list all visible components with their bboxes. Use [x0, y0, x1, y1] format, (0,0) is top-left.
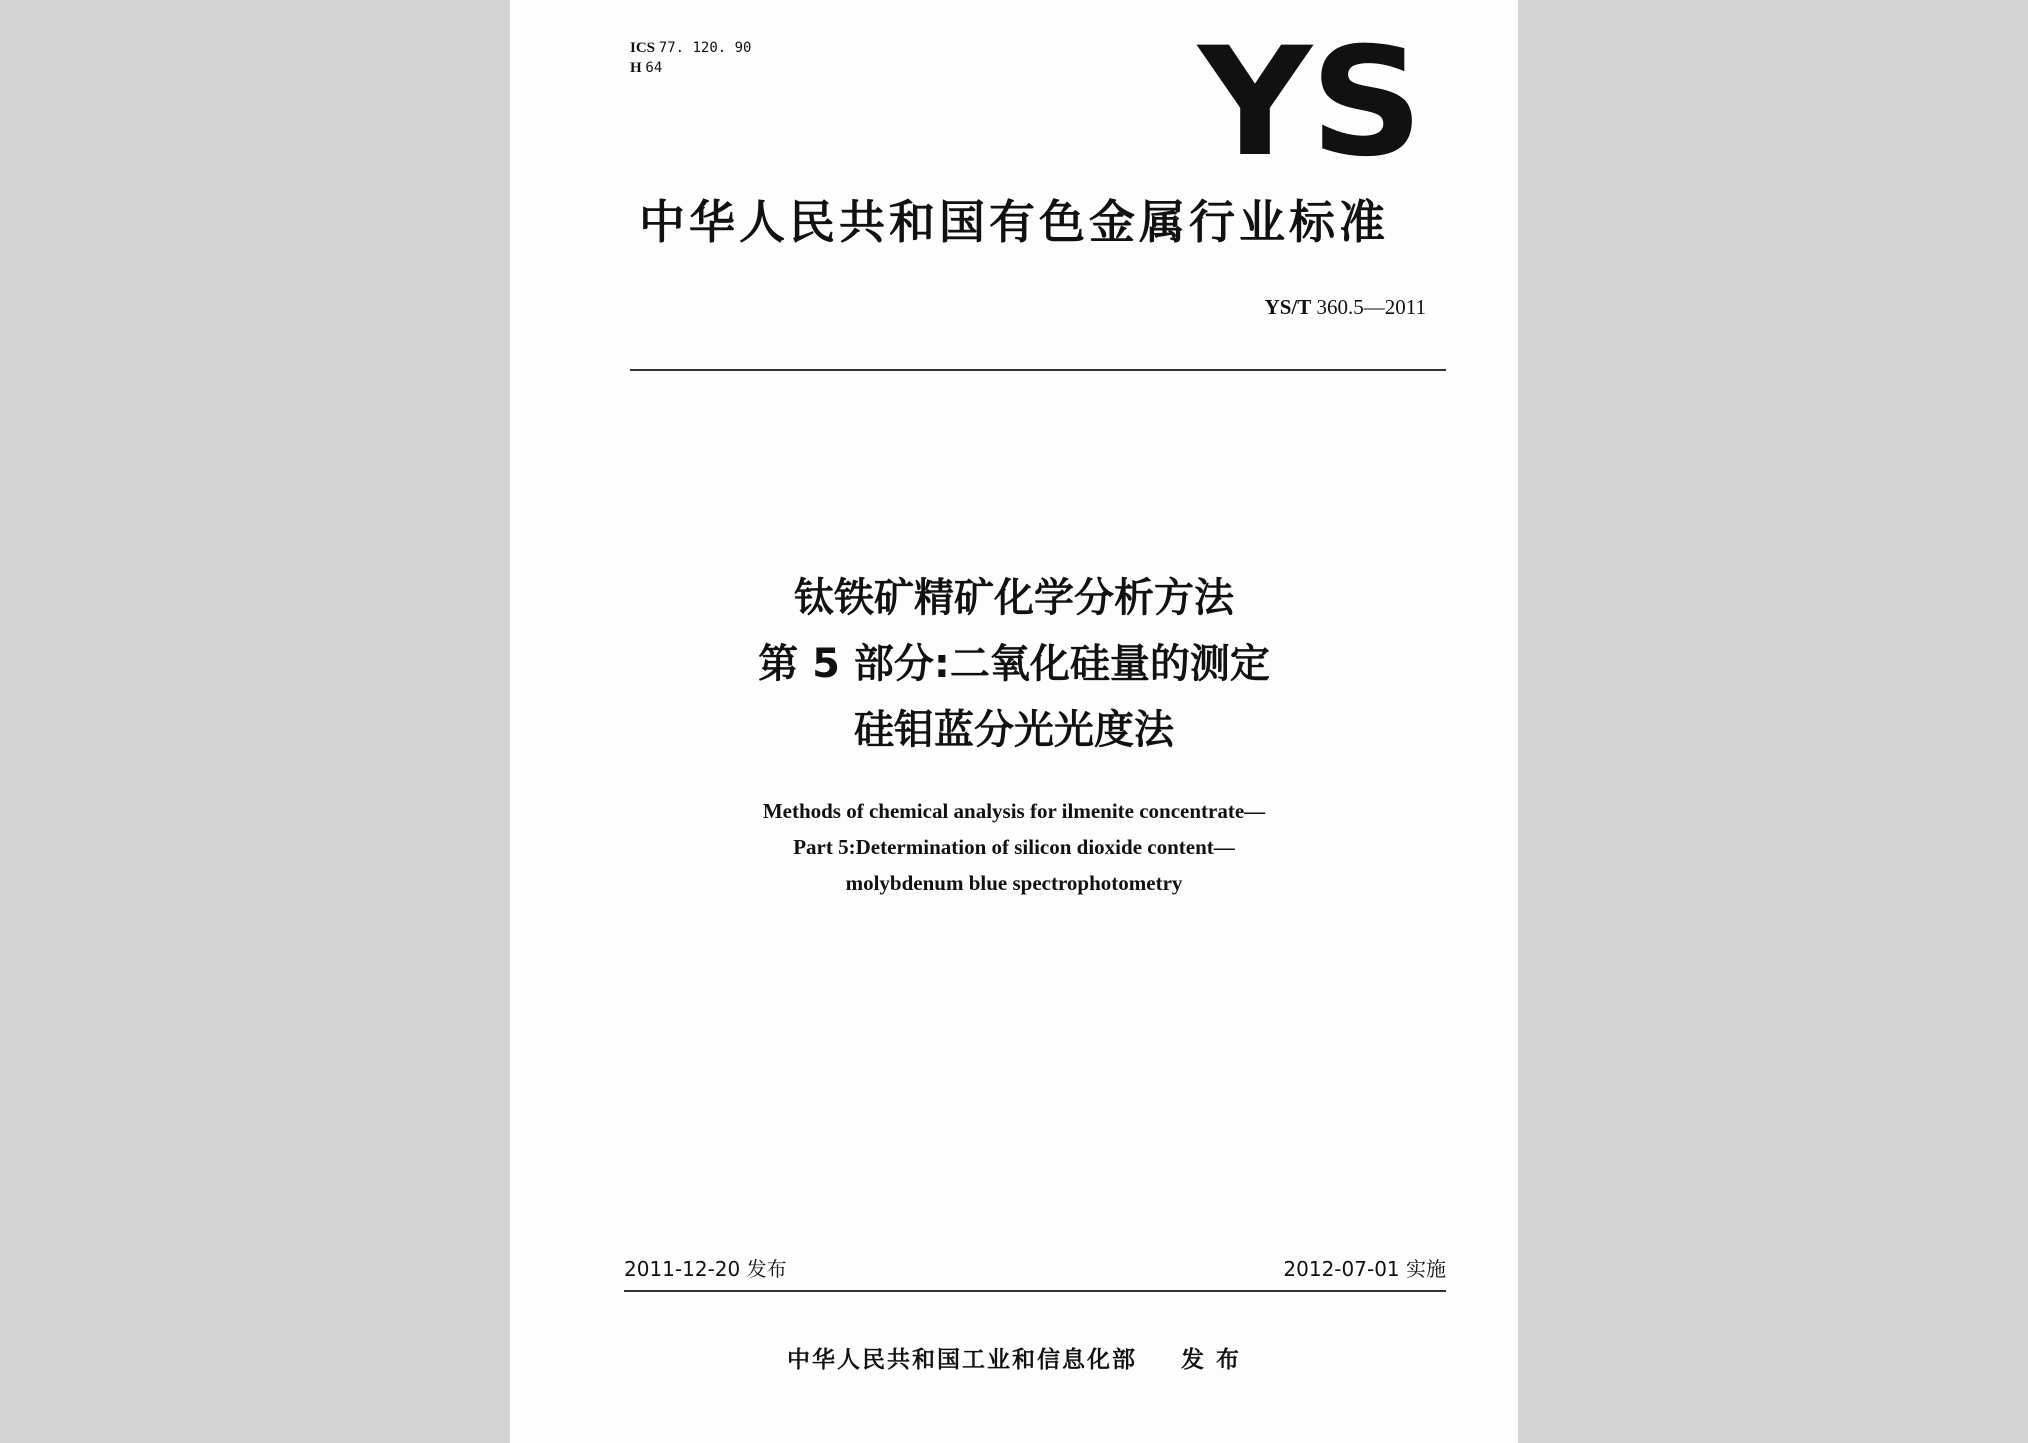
chinese-title [510, 565, 1518, 763]
standard-number-value: 360.5—2011 [1316, 295, 1426, 319]
standard-prefix: YS/T [1264, 295, 1312, 319]
h-value: 64 [645, 60, 663, 76]
dates-row [624, 1253, 1446, 1282]
document-page [510, 0, 1518, 1443]
english-title-line: Part 5:Determination of silicon dioxide content— [793, 835, 1235, 859]
chinese-title-line: 钛铁矿精矿化学分析方法 [794, 575, 1234, 621]
standard-organization: 中华人民共和国有色金属行业标准 [639, 195, 1389, 249]
english-title-line: molybdenum blue spectrophotometry [845, 871, 1183, 895]
h-label: H [630, 60, 642, 76]
chinese-title-line: 第 5 部分:二氧化硅量的测定 [758, 641, 1270, 687]
standard-number [1265, 295, 1426, 320]
issue-date: 2011-12-20 发布 [624, 1257, 787, 1281]
classification-codes [630, 38, 751, 78]
top-divider [630, 369, 1446, 371]
effective-date: 2012-07-01 实施 [1283, 1257, 1446, 1281]
english-title-line: Methods of chemical analysis for ilmenite concentrate— [762, 799, 1266, 823]
issuer-line [510, 1341, 1518, 1374]
issuer-name: 中华人民共和国工业和信息化部 [786, 1347, 1137, 1373]
bottom-divider [624, 1290, 1446, 1292]
chinese-title-line: 硅钼蓝分光光度法 [854, 707, 1174, 753]
ics-label: ICS [630, 40, 656, 56]
ics-value: 77. 120. 90 [658, 40, 752, 56]
english-title [510, 793, 1518, 901]
ys-logo: YS [1198, 16, 1422, 190]
issue-action: 发 布 [1180, 1347, 1241, 1373]
